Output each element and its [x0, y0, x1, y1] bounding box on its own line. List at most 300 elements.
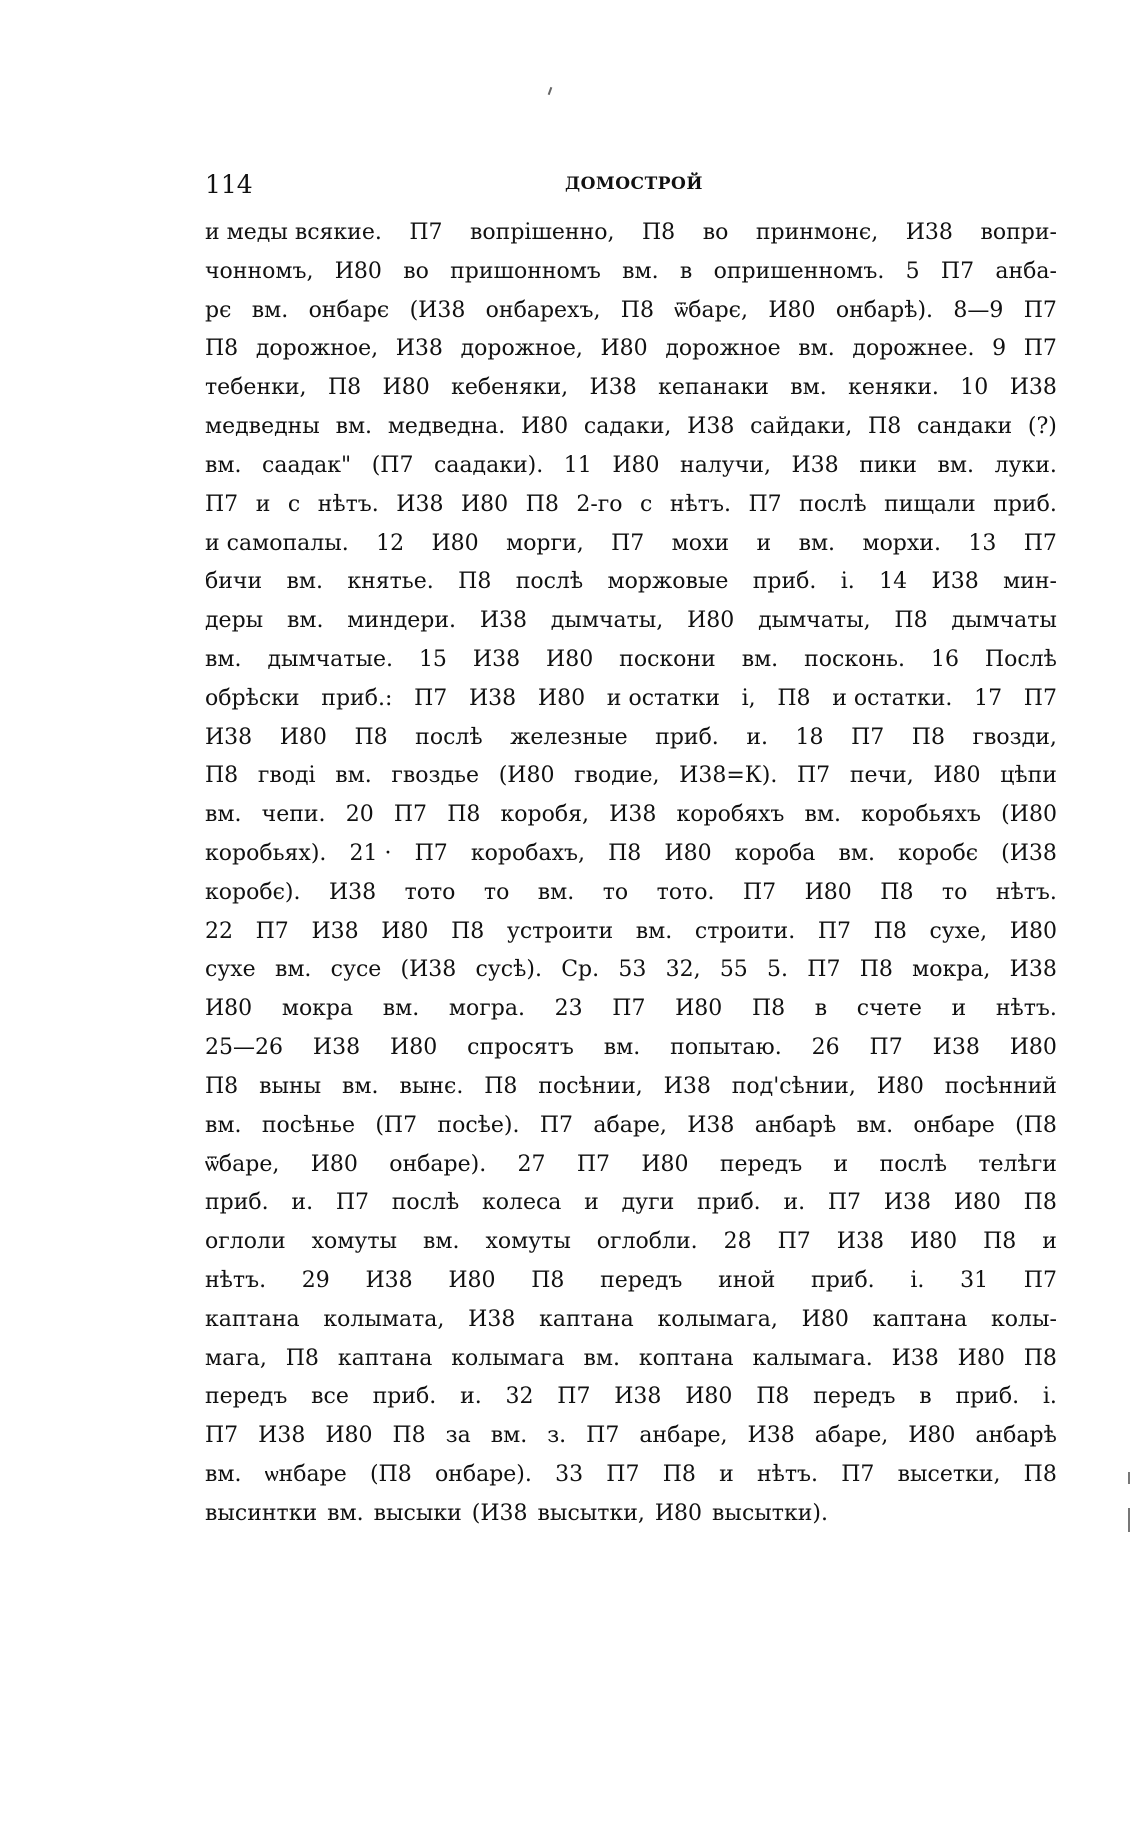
word: вм.: [798, 336, 835, 362]
word: П7: [807, 957, 841, 983]
word: выны: [259, 1073, 322, 1099]
word: коробя,: [500, 802, 589, 828]
text-line: [205, 1068, 1057, 1107]
word: П7: [827, 1190, 862, 1216]
word: вм.: [798, 530, 836, 556]
word: И38: [905, 220, 953, 245]
text-line: [205, 641, 1057, 680]
word: И80: [908, 1423, 956, 1449]
text-line: [205, 447, 1057, 486]
word: 16: [930, 646, 959, 672]
text-line: [205, 680, 1057, 719]
word: передъ: [813, 1384, 896, 1410]
word: дорожное: [665, 336, 781, 362]
word: печи,: [849, 763, 914, 789]
word: (П8: [369, 1462, 412, 1487]
word: И80: [957, 1345, 1005, 1371]
word: И80: [381, 918, 429, 944]
word: П8: [894, 608, 928, 634]
word: И38: [312, 1035, 361, 1061]
word: П7: [539, 1112, 574, 1138]
word: П7: [797, 763, 831, 789]
word: могра.: [448, 996, 525, 1022]
word: і,: [741, 685, 756, 711]
word: морги,: [506, 530, 584, 556]
word: приб.: [372, 1384, 437, 1410]
word: онбарѣ).: [835, 297, 934, 323]
word: П7: [611, 530, 645, 556]
word: дорожнее.: [852, 336, 975, 362]
word: передъ: [205, 1384, 288, 1410]
word: чонномъ,: [205, 258, 314, 284]
word: ѿбаре,: [205, 1151, 280, 1177]
word: абаре,: [593, 1112, 667, 1138]
word: вм.: [635, 918, 673, 944]
word: И38: [931, 569, 979, 595]
word: П7: [409, 220, 443, 245]
word: и меды всякие.: [205, 220, 382, 245]
word: з.: [547, 1423, 567, 1449]
word: и: [756, 530, 772, 556]
word: строити.: [694, 918, 796, 944]
word: П7: [1023, 530, 1057, 556]
word: нѣтъ.: [317, 491, 379, 517]
word: П8: [1023, 1462, 1057, 1487]
word: телѣги: [978, 1151, 1057, 1177]
word: 10: [960, 375, 989, 401]
word: (И38: [409, 297, 466, 323]
word: онбаре).: [434, 1462, 532, 1487]
word: 12: [376, 530, 405, 556]
word: И80: [279, 724, 327, 750]
word: П8: [880, 879, 914, 905]
word: И38: [365, 1267, 413, 1293]
word: передъ: [600, 1267, 683, 1293]
word: вм.: [274, 957, 312, 983]
word: 31: [960, 1267, 989, 1293]
word: и: [719, 1462, 734, 1487]
word: И38: [468, 685, 517, 711]
word: колымага: [451, 1345, 565, 1371]
word: каптана: [205, 1306, 300, 1332]
word: і.: [840, 569, 855, 595]
word: 29: [301, 1267, 330, 1293]
word: в: [679, 258, 693, 284]
word: вм.: [422, 1229, 460, 1255]
word: И38: [258, 1423, 306, 1449]
word: вм.: [537, 879, 575, 905]
word: П8: [531, 1267, 565, 1293]
word: П7: [777, 1229, 811, 1255]
word: сухе: [205, 957, 256, 983]
word: опришенномъ.: [713, 258, 885, 284]
word: И80: [675, 996, 723, 1022]
word: П7: [1023, 1267, 1057, 1293]
word: П8: [447, 802, 481, 828]
word: счете: [856, 996, 922, 1022]
word: і.: [1042, 1384, 1057, 1410]
word: П8: [525, 491, 559, 517]
word: с: [287, 491, 301, 517]
word: П8: [868, 414, 902, 440]
word: вм.: [382, 996, 420, 1022]
word: И80: [876, 1073, 924, 1099]
word: И80: [664, 841, 712, 866]
word: (И80: [1001, 802, 1057, 828]
word: попытаю.: [670, 1035, 782, 1061]
text-line: [205, 913, 1057, 952]
word: гводие,: [574, 763, 660, 789]
text-line: [205, 1029, 1057, 1068]
word: П8: [354, 724, 388, 750]
word: бичи: [205, 569, 263, 595]
word: высытки,: [537, 1500, 645, 1526]
word: моржовые: [607, 569, 729, 595]
word: вм.: [205, 646, 242, 672]
word: И38: [1009, 957, 1057, 983]
word: П8: [392, 1423, 426, 1449]
word: вм.: [205, 802, 242, 828]
word: 21 ·: [349, 841, 392, 866]
word: и.: [460, 1384, 482, 1410]
word: П7: [557, 1384, 591, 1410]
word: И80: [804, 879, 852, 905]
word: И80: [1009, 918, 1057, 944]
word: И80: [382, 375, 430, 401]
word: вопрішенно,: [470, 220, 615, 245]
word: гвозди,: [972, 724, 1057, 750]
word: И38: [472, 646, 521, 672]
word: медведны: [205, 414, 320, 440]
word: дымчатые.: [267, 646, 393, 672]
word: вопри-: [980, 220, 1057, 245]
word: посѣе).: [437, 1112, 520, 1138]
word: то: [941, 879, 968, 905]
word: и: [833, 1151, 849, 1177]
word: коптана: [638, 1345, 734, 1371]
word: тебенки,: [205, 375, 307, 401]
text-line: [205, 990, 1057, 1029]
word: (?): [1027, 414, 1057, 440]
word: коробьях).: [205, 841, 327, 866]
text-line: [205, 1417, 1057, 1456]
word: 8—9: [953, 297, 1004, 323]
word: луки.: [994, 452, 1057, 478]
word: П7: [1023, 685, 1057, 711]
word: И38: [205, 724, 253, 750]
word: посѣнии,: [538, 1073, 643, 1099]
word: И80: [768, 297, 816, 323]
word: за: [445, 1423, 471, 1449]
word: онбаре: [913, 1112, 995, 1138]
word: П7: [576, 1151, 611, 1177]
word: гвоздье: [391, 763, 480, 789]
word: и остатки.: [832, 685, 953, 711]
word: П7: [1023, 297, 1057, 323]
text-line: [205, 1107, 1057, 1146]
word: колеса: [481, 1190, 562, 1216]
word: П7: [748, 491, 782, 517]
word: мин-: [1003, 569, 1057, 595]
word: и самопалы.: [205, 530, 349, 556]
text-line: [205, 292, 1057, 331]
word: нѣтъ.: [995, 879, 1057, 905]
text-line: [205, 1146, 1057, 1185]
word: во: [403, 258, 429, 284]
word: устроити: [506, 918, 614, 944]
word: колы-: [991, 1306, 1057, 1332]
word: под'сѣнии,: [731, 1073, 856, 1099]
word: вм.: [205, 1112, 242, 1138]
word: П8: [458, 569, 492, 595]
word: И80: [431, 530, 479, 556]
word: поскони: [619, 646, 716, 672]
word: П8: [662, 1462, 696, 1487]
word: нѣтъ.: [995, 996, 1057, 1022]
word: И38: [747, 1423, 795, 1449]
word: вынє.: [399, 1073, 464, 1099]
word: онбарє: [308, 297, 390, 323]
word: 11: [563, 452, 592, 478]
word: П8: [756, 1384, 790, 1410]
word: И80: [460, 491, 509, 517]
word: посѣнний: [944, 1073, 1057, 1099]
word: коробьяхъ: [861, 802, 982, 828]
word: приб.: [697, 1190, 761, 1216]
word: приб.: [205, 1190, 269, 1216]
text-line: [205, 408, 1057, 447]
word: приб.: [752, 569, 817, 595]
word: кебеняки,: [451, 375, 569, 401]
word: вм.: [856, 1112, 894, 1138]
word: 55: [719, 957, 748, 983]
word: П8: [911, 724, 945, 750]
word: саадаки).: [434, 452, 544, 478]
word: П8: [327, 375, 362, 401]
word: во: [702, 220, 729, 245]
word: медведна.: [387, 414, 506, 440]
word: П8: [484, 1073, 518, 1099]
word: И38: [609, 802, 657, 828]
word: вм.: [205, 1462, 242, 1487]
text-line: [205, 796, 1057, 835]
word: П8: [1023, 1345, 1057, 1371]
word: И38: [614, 1384, 662, 1410]
word: П8: [608, 841, 642, 866]
word: высыки: [373, 1500, 462, 1526]
page-header: [205, 170, 1055, 202]
word: ѿбарє,: [674, 297, 748, 323]
word: нѣтъ.: [669, 491, 731, 517]
text-line: [205, 951, 1057, 990]
word: И80: [600, 336, 648, 362]
word: приб.: [955, 1384, 1020, 1410]
word: садаки,: [583, 414, 672, 440]
word: П8: [859, 957, 893, 983]
word: с: [640, 491, 653, 517]
word: П7: [742, 879, 777, 905]
word: кепанаки: [658, 375, 769, 401]
word: вм.: [286, 569, 323, 595]
word: і.: [910, 1267, 925, 1293]
text-line: [205, 757, 1057, 796]
word: (И38: [1001, 841, 1057, 866]
word: калымага.: [752, 1345, 873, 1371]
text-line: [205, 602, 1057, 641]
word: вм.: [790, 375, 827, 401]
word: дорожное,: [255, 336, 379, 362]
word: П7: [606, 1462, 640, 1487]
word: 5: [905, 258, 920, 284]
word: П7: [414, 685, 448, 711]
word: П7: [817, 918, 852, 944]
word: анбаре,: [639, 1423, 728, 1449]
text-line: [205, 1184, 1057, 1223]
word: короба: [734, 841, 816, 866]
word: дымчаты,: [758, 608, 871, 634]
word: П7: [586, 1423, 620, 1449]
text-line: [205, 369, 1057, 408]
text-line: [205, 1378, 1057, 1417]
text-line: [205, 835, 1057, 874]
word: анбарѣ: [754, 1112, 837, 1138]
word: пики: [859, 452, 917, 478]
text-line: [205, 253, 1057, 292]
word: послѣ: [799, 491, 867, 517]
word: железные: [510, 724, 628, 750]
word: мохи: [671, 530, 730, 556]
word: И80: [520, 414, 569, 440]
word: П8: [620, 297, 654, 323]
word: тото.: [656, 879, 715, 905]
word: И80: [801, 1306, 849, 1332]
word: И38: [479, 608, 527, 634]
word: колымата,: [323, 1306, 445, 1332]
word: И38: [791, 452, 839, 478]
word: приб.: [993, 491, 1057, 517]
word: Послѣ: [984, 646, 1057, 672]
word: рє: [205, 297, 232, 323]
word: сандаки: [916, 414, 1013, 440]
word: вм.: [327, 1500, 364, 1526]
word: И80: [687, 608, 735, 634]
word: сусе: [330, 957, 382, 983]
word: П8: [205, 763, 239, 789]
word: И80: [654, 1500, 703, 1526]
word: дымчаты,: [550, 608, 664, 634]
word: и: [584, 1190, 599, 1216]
text-line: [205, 486, 1057, 525]
text-line: [205, 1456, 1057, 1495]
word: И80: [205, 996, 253, 1022]
scan-edge-mark: [1128, 1472, 1130, 1484]
word: И80: [933, 763, 981, 789]
word: И38: [395, 336, 443, 362]
word: П7: [612, 996, 646, 1022]
word: в: [814, 996, 828, 1022]
word: высинтки: [205, 1500, 318, 1526]
word: вм.: [622, 258, 659, 284]
word: вм.: [603, 1035, 641, 1061]
word: посѣнье: [261, 1112, 355, 1138]
word: И38: [663, 1073, 711, 1099]
word: (И80: [498, 763, 555, 789]
text-line: [205, 874, 1057, 913]
word: чепи.: [261, 802, 326, 828]
word: П8: [983, 1229, 1017, 1255]
word: вм.: [342, 1073, 379, 1099]
word: И80: [325, 1423, 373, 1449]
word: ѡнбаре: [264, 1462, 347, 1487]
word: и: [951, 996, 967, 1022]
word: П8: [285, 1345, 319, 1371]
word: княтье.: [347, 569, 434, 595]
word: П7: [205, 491, 239, 517]
word: то: [602, 879, 629, 905]
word: дымчаты: [951, 608, 1057, 634]
word: вм.: [838, 841, 876, 866]
word: И38: [468, 1306, 516, 1332]
text-line: [205, 1340, 1057, 1379]
word: сайдаки,: [750, 414, 853, 440]
text-line: [205, 563, 1057, 602]
word: коробяхъ: [676, 802, 785, 828]
word: П8: [205, 336, 239, 362]
word: и.: [783, 1190, 806, 1216]
running-title: ДОМОСТРОЙ: [565, 174, 703, 194]
word: вм.: [205, 452, 242, 478]
word: нѣтъ.: [205, 1267, 267, 1293]
word: 22: [205, 918, 233, 944]
word: И80: [1009, 1035, 1057, 1061]
word: послѣ: [515, 569, 584, 595]
word: вм.: [251, 297, 289, 323]
word: послѣ: [879, 1151, 948, 1177]
word: деры: [205, 608, 264, 634]
word: 26: [811, 1035, 840, 1061]
word: цѣпи: [1000, 763, 1057, 789]
page-number: 114: [205, 170, 253, 199]
text-line: [205, 1495, 1057, 1534]
word: высетки,: [897, 1462, 1001, 1487]
word: посконь.: [804, 646, 905, 672]
word: пришонномъ: [450, 258, 601, 284]
word: (П8: [1015, 1112, 1057, 1138]
word: И38: [836, 1229, 884, 1255]
word: 2-го: [576, 491, 623, 517]
word: И80: [685, 1384, 733, 1410]
word: хомуты: [485, 1229, 571, 1255]
word: и: [1042, 1229, 1057, 1255]
word: П7: [335, 1190, 369, 1216]
word: оглобли.: [596, 1229, 698, 1255]
word: 25—26: [205, 1035, 283, 1061]
word: саадак": [262, 452, 352, 478]
word: коробє: [898, 841, 979, 866]
word: тото: [404, 879, 456, 905]
word: 13: [968, 530, 997, 556]
word: онбарехъ,: [485, 297, 601, 323]
word: 15: [418, 646, 447, 672]
word: колымага,: [657, 1306, 778, 1332]
word: мага,: [205, 1345, 267, 1371]
word: И80: [612, 452, 660, 478]
text-line: [205, 330, 1057, 369]
word: 23: [554, 996, 583, 1022]
word: И38: [891, 1345, 939, 1371]
word: П7: [414, 841, 448, 866]
word: и остатки: [606, 685, 720, 711]
